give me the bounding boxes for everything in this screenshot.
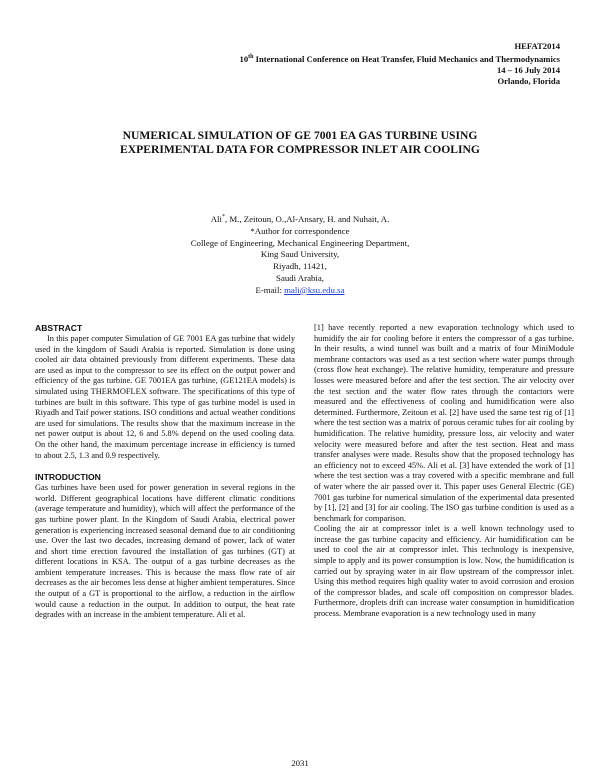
conference-location: Orlando, Florida bbox=[497, 75, 560, 86]
right-column-paragraph-2: Cooling the air at compressor inlet is a well known technology used to increase the gas turbine capacity and efficiency. Air humidification can be used to cool the air at compressor inlet. This technology is inexpensive, simple to apply and its power consumption is low. Now, the humidification is carried out by spraying water in air flow upstream of the compressor inlet. Using this method requires high quality water to avoid corrosion and erosion of the compressor blades, and scale off composition on compressor blades. Furthermore, droplets drift can increase water consumption in humidification process. Membrane evaporation is a new technology used in many bbox=[314, 524, 574, 619]
introduction-text: Gas turbines have been used for power generation in several regions in the world. Different geographical locations have different climatic conditions (average temperature and humidity), which will affect the performance of the gas turbine power plant. In the Kingdom of Saudi Arabia, electrical power generation is experiencing increased seasonal demand due to air conditioning use. Over the last two decades, increasing demand of power, lack of water and short time erection favoured the installation of gas turbines (GT) at different locations in KSA. The output of a gas turbine decreases as the ambient temperature increases. This is because the mass flow rate of air decreases as the air becomes less dense at higher ambient temperatures. Since the output of a GT is proportional to the airflow, a reduction in the airflow would cause a reduction in the output. In addition to output, the heat rate degrades with an increase in the ambient temperature. Ali et al. bbox=[35, 483, 295, 620]
affiliation-city: Riyadh, 11421, bbox=[273, 261, 327, 272]
conference-header bbox=[40, 41, 560, 87]
correspondence-note: *Author for correspondence bbox=[250, 225, 350, 236]
author-email: E-mail: mali@ksu.edu.sa bbox=[255, 284, 345, 295]
affiliation-country: Saudi Arabia, bbox=[276, 272, 324, 283]
email-link[interactable]: mali@ksu.edu.sa bbox=[284, 284, 345, 295]
conference-name: 10th International Conference on Heat Transfer, Fluid Mechanics and Thermodynamics bbox=[239, 53, 560, 64]
right-column-paragraph-1: [1] have recently reported a new evaporation technology which used to humidify the air for cooling before it enters the compressor of a gas turbine. In their results, a wind tunnel was built and a matrix of four MiniModule membrane contactors was used as a test section where water pumps through (cross flow heat exchange). The relative humidity, temperature and pressure losses were measured before and after the test section. The air velocity over the test section and the water flow rates through the contactors were measured and the effectiveness of cooling and humidification were also determined. Furthermore, Zeitoun et al. [2] have used the same test rig of [1] where the test section was a matrix of porous ceramic tubes for air cooling by humidification. The relative humidity, pressure loss, air velocity and water velocity were measured before and after the test section. Heat and mass transfer analyses were made. Results show that the proposed technology has an efficiency not to exceed 45%. Ali et al. [3] have extended the work of [1] where the test section was a tray covered with a specific membrane and full of water where the air passed over it. This paper uses General Electric (GE) 7001 gas turbine for numerical simulation of the experimental data presented by [1], [2] and [3] for air cooling. The ISO gas turbine condition is used as a benchmark for comparison. bbox=[314, 323, 574, 523]
title-line-2: EXPERIMENTAL DATA FOR COMPRESSOR INLET AIR COOLING bbox=[120, 143, 480, 156]
introduction-heading: INTRODUCTION bbox=[35, 472, 101, 483]
page-number: 2031 bbox=[291, 758, 309, 768]
title-line-1: NUMERICAL SIMULATION OF GE 7001 EA GAS TURBINE USING bbox=[122, 129, 478, 142]
conference-dates: 14 – 16 July 2014 bbox=[496, 64, 560, 75]
author-block bbox=[100, 212, 500, 297]
abstract-heading: ABSTRACT bbox=[35, 323, 83, 333]
left-column bbox=[35, 323, 295, 621]
right-column bbox=[314, 323, 574, 620]
conference-code: HEFAT2014 bbox=[514, 41, 560, 51]
affiliation-university: King Saud University, bbox=[260, 249, 340, 260]
abstract-text: In this paper computer Simulation of GE 7001 EA gas turbine that widely used in the kingdom of Saudi Arabia is reported. Simulation is done using cooled air data obtained previously from different experiments. These data are used as input to the compressor to see its effect on the output power and efficiency of the gas turbine. GE 7001EA gas turbine, (GE121EA models) is simulated using THERMOFLEX software. The specifications of this type of turbines are built in this software. This type of gas turbine model is used in Riyadh and Taif power stations. ISO conditions and actual weather conditions are used for simulations. The results show that the maximum increase in the net power output is about 12, 6 and 5.8% depend on the used cooling data. On the other hand, the maximum percentage increase in efficiency is turned to about 2.5, 1.3 and 0.9 respectively. bbox=[35, 334, 295, 460]
author-names: Ali*, M., Zeitoun, O.,Al-Ansary, H. and Nuhait, A. bbox=[210, 213, 390, 224]
affiliation-department: College of Engineering, Mechanical Engineering Department, bbox=[190, 237, 410, 248]
paper-title bbox=[60, 129, 540, 157]
